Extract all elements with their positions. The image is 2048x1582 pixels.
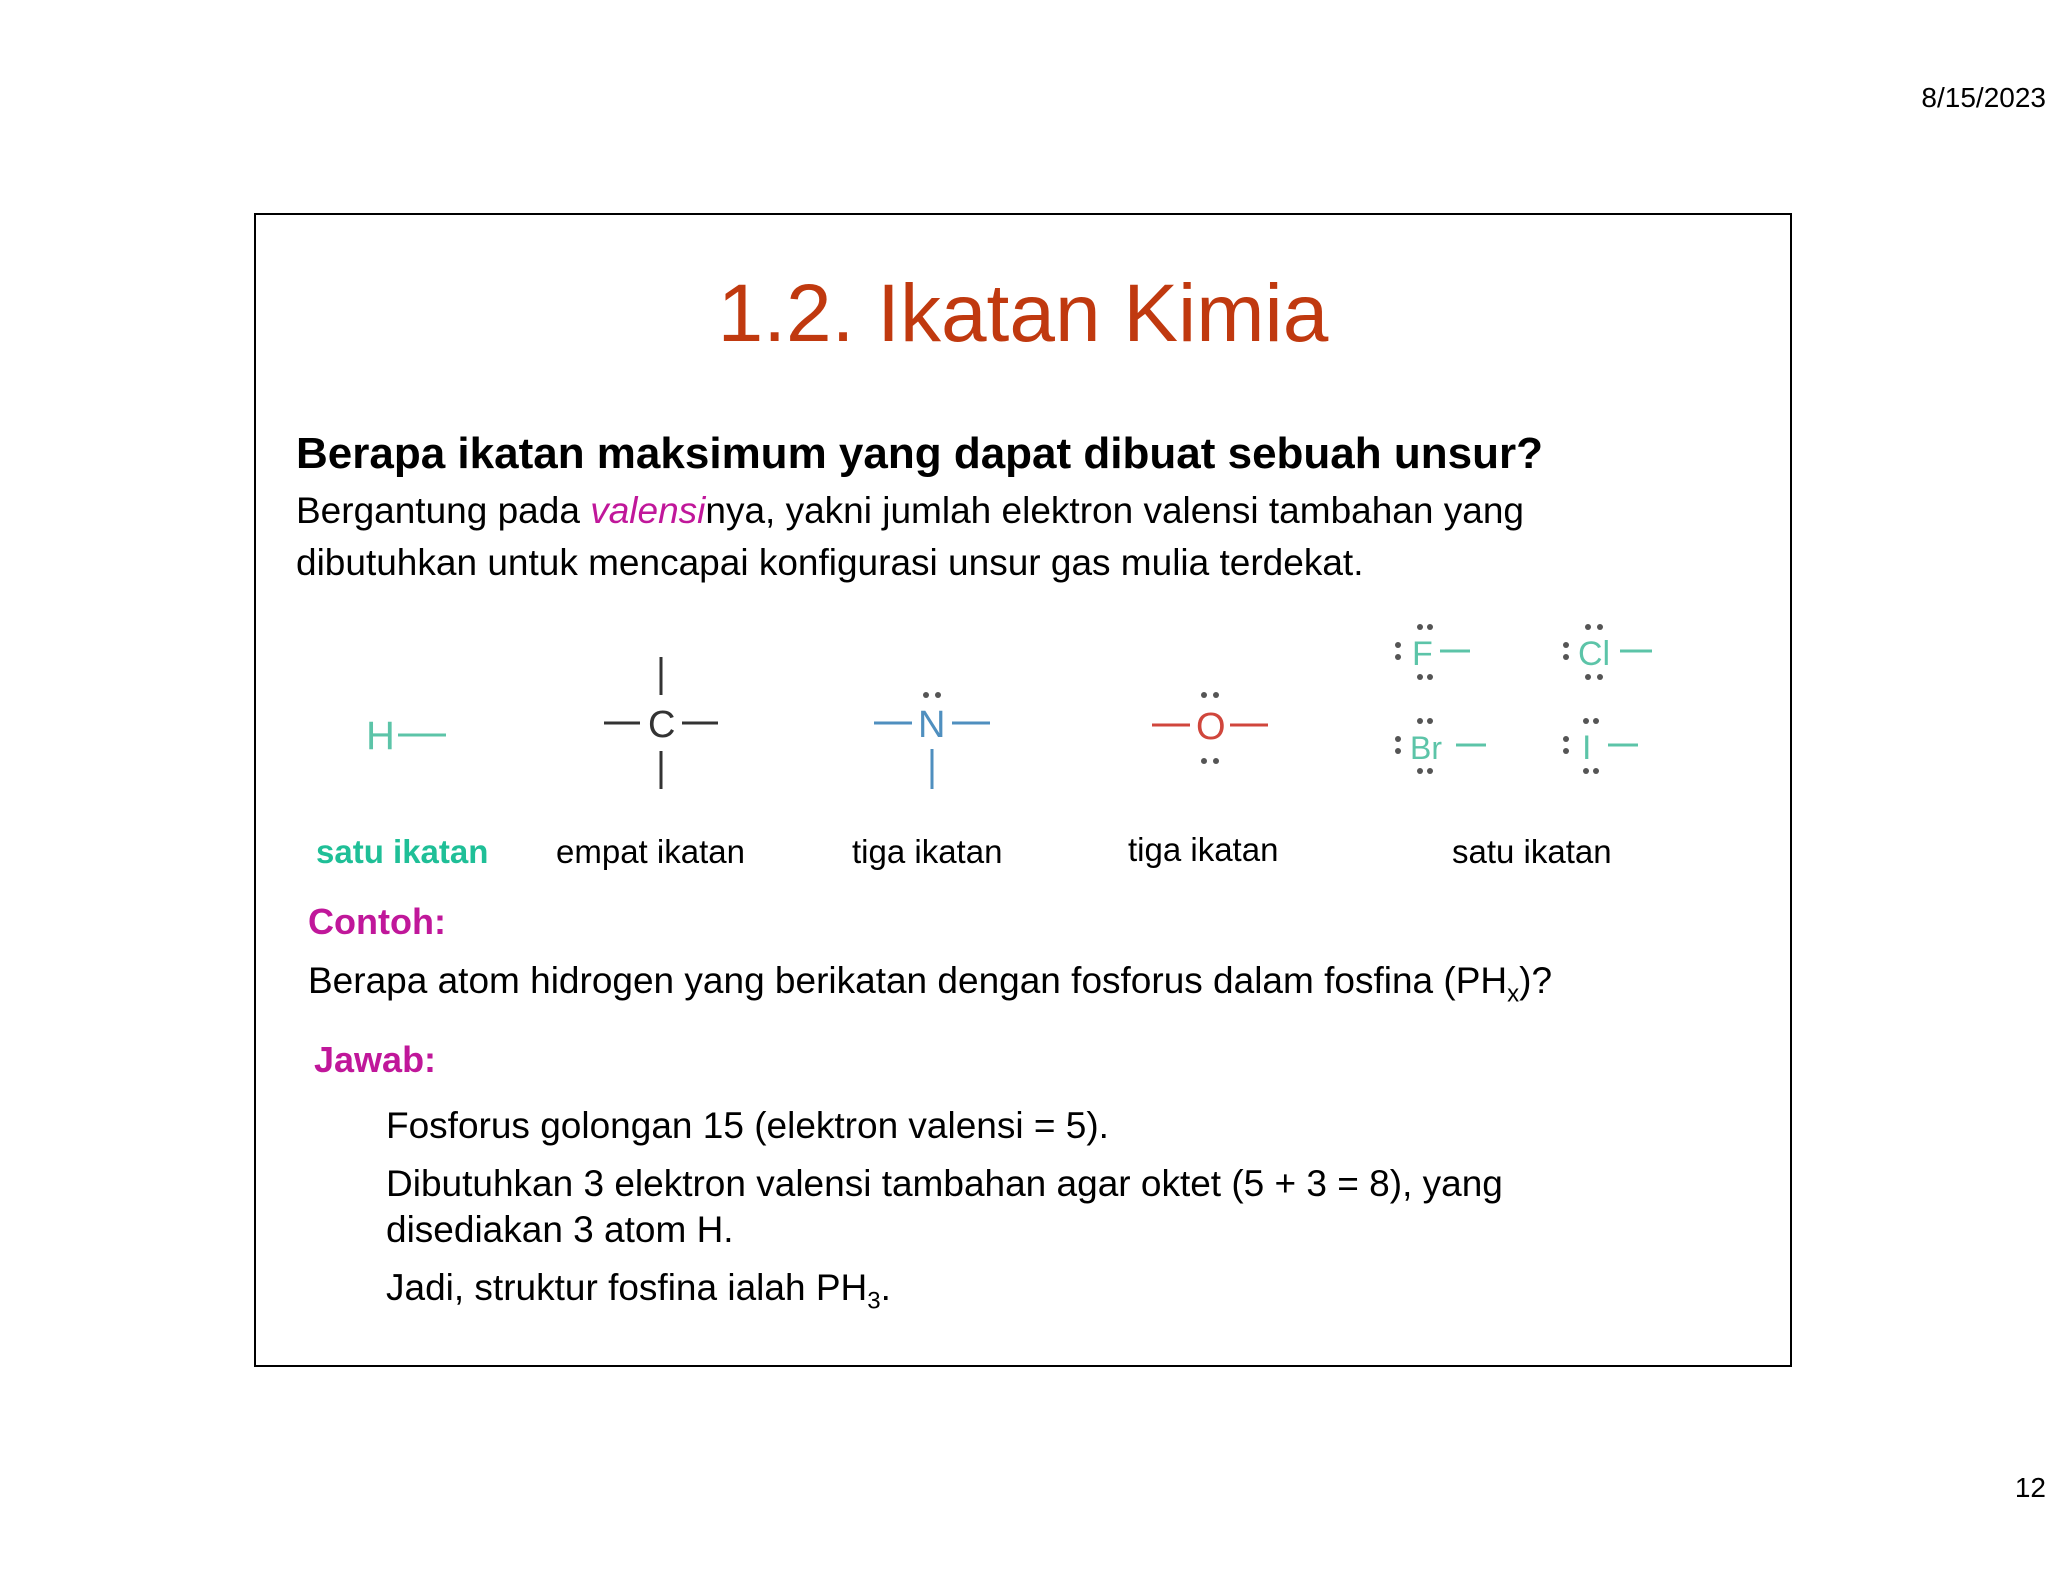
chlorine-dot [1563, 654, 1569, 660]
slide-frame [254, 213, 1792, 1367]
iodine-dot [1583, 768, 1589, 774]
fluorine-dot [1427, 624, 1433, 630]
carbon-structure [596, 655, 726, 795]
chlorine-dot [1585, 624, 1591, 630]
nitrogen-structure [868, 665, 998, 795]
nitrogen-lewis-diagram [868, 665, 998, 795]
iodine-symbol: I [1582, 729, 1592, 767]
contoh-question-pre: Berapa atom hidrogen yang berikatan dengan fosforus dalam fosfina (PH [308, 960, 1508, 1001]
bromine-group [1395, 718, 1486, 774]
nitrogen-symbol: N [918, 704, 946, 746]
iodine-dot [1583, 718, 1589, 724]
label-halogens: satu ikatan [1452, 833, 1612, 870]
chlorine-dot [1563, 642, 1569, 648]
label-oxygen: tiga ikatan [1128, 831, 1279, 868]
answer-3-sub: 3 [867, 1287, 881, 1315]
oxygen-lone-pair-dot [1201, 758, 1207, 764]
answer-line-1: Fosforus golongan 15 (elektron valensi = 5). [386, 1105, 1109, 1146]
question-heading: Berapa ikatan maksimum yang dapat dibuat sebuah unsur? [296, 429, 1543, 478]
iodine-dot [1563, 748, 1569, 754]
intro-paragraph [296, 485, 1676, 589]
answer-block [386, 1103, 1626, 1336]
bromine-symbol: Br [1410, 730, 1442, 766]
jawab-label: Jawab: [314, 1039, 437, 1080]
lewis-structures [256, 625, 1790, 870]
fluorine-dot [1427, 674, 1433, 680]
iodine-dot [1563, 736, 1569, 742]
intro-text-post: nya, yakni jumlah elektron valensi tambahan yang dibutuhkan untuk mencapai konfigurasi unsur gas mulia terdekat. [296, 490, 1524, 583]
bromine-dot [1417, 768, 1423, 774]
slide-title: 1.2. Ikatan Kimia [717, 268, 1329, 359]
answer-line-3 [386, 1265, 1626, 1324]
bromine-dot [1417, 718, 1423, 724]
chlorine-dot [1597, 674, 1603, 680]
fluorine-group [1395, 624, 1470, 680]
contoh-question-sub: x [1507, 980, 1520, 1008]
label-carbon: empat ikatan [556, 833, 745, 870]
answer-line-2: Dibutuhkan 3 elektron valensi tambahan agar oktet (5 + 3 = 8), yang disediakan 3 atom H. [386, 1163, 1503, 1250]
answer-3-post: . [880, 1267, 891, 1308]
slide-date: 8/15/2023 [1921, 82, 2046, 113]
halogen-structures [1386, 615, 1686, 805]
label-hydrogen: satu ikatan [316, 833, 489, 870]
valensi-highlight: valensi [590, 490, 706, 531]
oxygen-lone-pair-dot [1201, 692, 1207, 698]
fluorine-dot [1395, 654, 1401, 660]
nitrogen-lone-pair-dot [923, 692, 929, 698]
chlorine-symbol: Cl [1578, 635, 1611, 673]
bromine-dot [1427, 718, 1433, 724]
halogen-lewis-diagram [1386, 615, 1686, 805]
carbon-lewis-diagram [596, 655, 726, 795]
oxygen-lone-pair-dot [1213, 692, 1219, 698]
fluorine-dot [1395, 642, 1401, 648]
hydrogen-structure [356, 705, 476, 765]
answer-3-pre: Jadi, struktur fosfina ialah PH [386, 1267, 868, 1308]
fluorine-symbol: F [1412, 635, 1433, 673]
bromine-dot [1427, 768, 1433, 774]
iodine-dot [1593, 718, 1599, 724]
bromine-dot [1395, 736, 1401, 742]
iodine-dot [1593, 768, 1599, 774]
iodine-group [1563, 718, 1638, 774]
oxygen-lewis-diagram [1146, 675, 1276, 785]
chlorine-group [1563, 624, 1652, 680]
oxygen-symbol: O [1196, 706, 1226, 748]
contoh-question-post: )? [1519, 960, 1553, 1001]
chlorine-dot [1597, 624, 1603, 630]
bromine-dot [1395, 748, 1401, 754]
carbon-symbol: C [648, 704, 676, 746]
chlorine-dot [1585, 674, 1591, 680]
label-nitrogen: tiga ikatan [852, 833, 1003, 870]
contoh-label: Contoh: [308, 901, 446, 942]
intro-text-pre: Bergantung pada [296, 490, 591, 531]
hydrogen-symbol: H [366, 714, 395, 758]
contoh-question [308, 960, 1552, 1008]
oxygen-lone-pair-dot [1213, 758, 1219, 764]
oxygen-structure [1146, 675, 1276, 785]
fluorine-dot [1417, 674, 1423, 680]
fluorine-dot [1417, 624, 1423, 630]
page-number: 12 [2014, 1472, 2046, 1503]
nitrogen-lone-pair-dot [935, 692, 941, 698]
hydrogen-lewis-diagram [356, 705, 476, 765]
